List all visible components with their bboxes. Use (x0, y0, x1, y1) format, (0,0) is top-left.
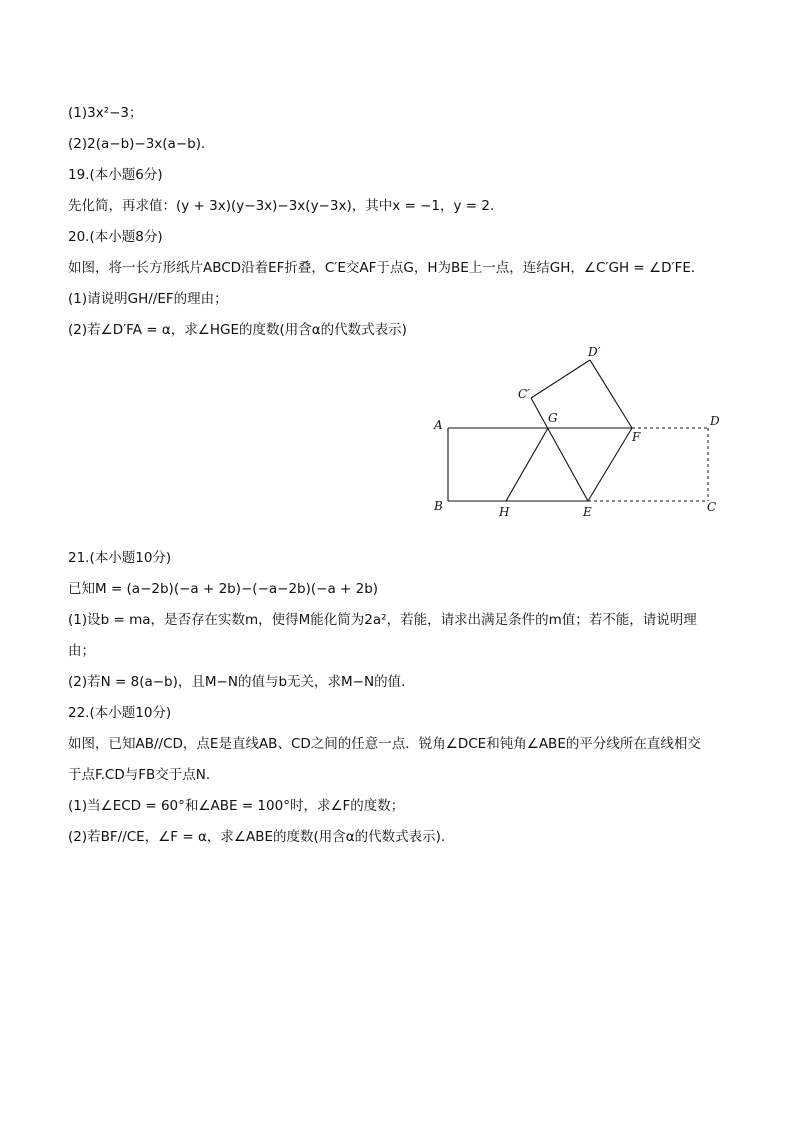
question-21-part-1: (1)设b = ma，是否存在实数m，使得M能化简为2a²，若能，请求出满足条件的m值；若不能，请说明理 (68, 612, 697, 628)
label-C: C (707, 500, 717, 514)
fold-line-EF (588, 428, 632, 501)
label-H: H (499, 505, 510, 519)
label-D-prime: D′ (588, 345, 601, 359)
question-21-part-1-cont: 由； (68, 643, 95, 659)
question-19-header: 19.(本小题6分) (68, 167, 163, 183)
edge-EC-prime (531, 398, 588, 501)
label-B: B (434, 499, 443, 513)
answer-1-3x2-minus-3: (1)3x²−3； (68, 105, 143, 121)
question-22-text: 如图，已知AB//CD，点E是直线AB、CD之间的任意一点．锐角∠DCE和钝角∠ABE的平分线所在直线相交 (68, 736, 701, 752)
question-21-text: 已知M = (a−2b)(−a + 2b)−(−a−2b)(−a + 2b) (68, 581, 379, 597)
question-20-part-1: (1)请说明GH//EF的理由； (68, 291, 228, 307)
label-F: F (632, 430, 641, 444)
question-22-part-1: (1)当∠ECD = 60°和∠ABE = 100°时，求∠F的度数； (68, 798, 405, 814)
question-21-part-2: (2)若N = 8(a−b)，且M−N的值与b无关，求M−N的值． (68, 674, 415, 690)
label-G: G (548, 411, 558, 425)
folding-figure (420, 338, 730, 523)
question-21-header: 21.(本小题10分) (68, 550, 172, 566)
segment-GH (506, 428, 548, 501)
question-22-header: 22.(本小题10分) (68, 705, 172, 721)
question-19-text: 先化简，再求值：(y + 3x)(y−3x)−3x(y−3x)，其中x = −1，y = 2． (68, 198, 504, 214)
question-20-text: 如图，将一长方形纸片ABCD沿着EF折叠，C′E交AF于点G，H为BE上一点，连结GH，∠C′GH = ∠D′FE． (68, 260, 705, 276)
question-22-part-2: (2)若BF//CE，∠F = α，求∠ABE的度数(用含α的代数式表示)． (68, 829, 455, 845)
answer-2-factor: (2)2(a−b)−3x(a−b)． (68, 136, 215, 152)
label-E: E (583, 505, 592, 519)
question-20-part-2: (2)若∠D′FA = α，求∠HGE的度数(用含α的代数式表示) (68, 322, 407, 338)
question-22-text-cont: 于点F.CD与FB交于点N． (68, 767, 220, 783)
label-D: D (710, 414, 720, 428)
edge-D-prime-F (590, 360, 632, 428)
edge-C-prime-D-prime (531, 360, 590, 398)
label-A: A (434, 418, 443, 432)
question-20-header: 20.(本小题8分) (68, 229, 163, 245)
label-C-prime: C′ (518, 387, 530, 401)
